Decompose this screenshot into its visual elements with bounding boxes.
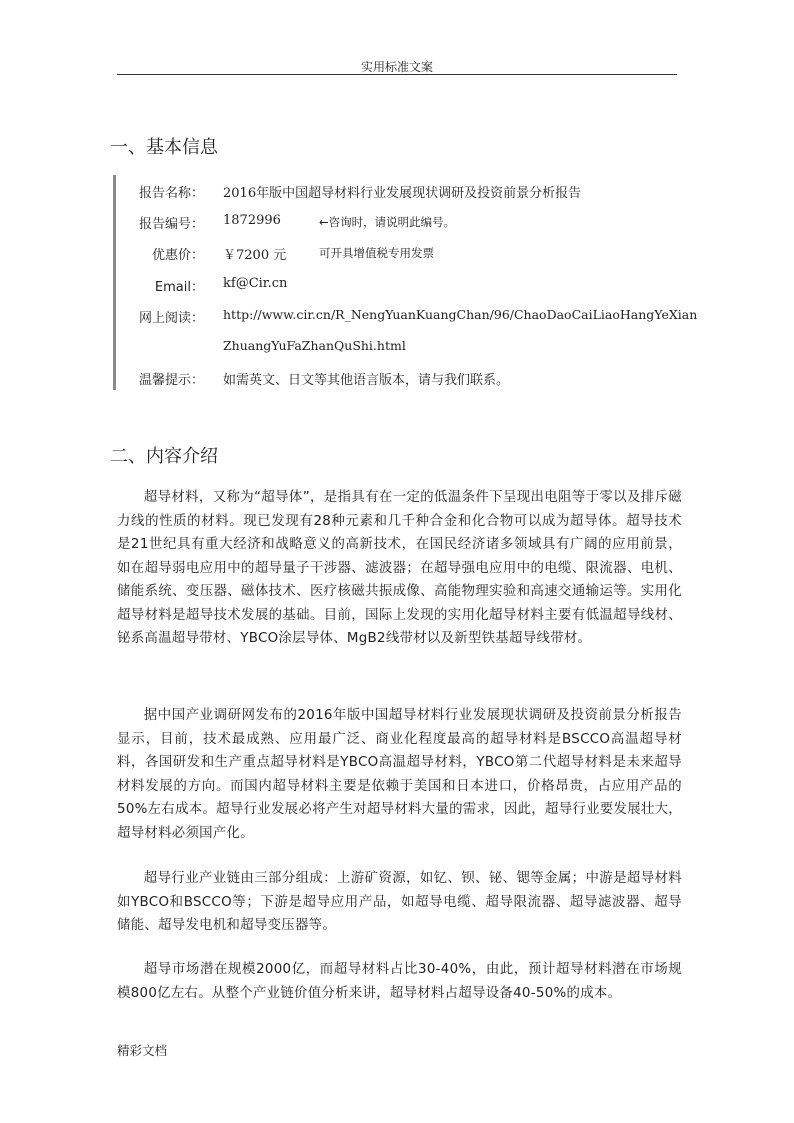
- paragraph-2: 据中国产业调研网发布的2016年版中国超导材料行业发展现状调研及投资前景分析报告显示，目前，技术最成熟、应用最广泛、商业化程度最高的超导材料是BSCCO高温超导材料，各国研发和生产重点超导材料是YBCO高温超导材料，YBCO第二代超导材料是未来超导材料发展的方向。而国内超导材料主要是依赖于美国和日本进口，价格昂贵，占应用产品的50%左右成本。超导行业发展必将产生对超导材料大量的需求，因此，超导行业要发展壮大，超导材料必须国产化。: [117, 708, 682, 841]
- report-number-label: 报告编号：: [138, 217, 204, 232]
- online-url-line2[interactable]: ZhuangYuFaZhanQuShi.html: [223, 338, 406, 353]
- email-label: Email：: [154, 280, 204, 295]
- paragraph-1: 超导材料，又称为“超导体”，是指具有在一定的低温条件下呈现出电阻等于零以及排斥磁力线的性质的材料。现已发现有28种元素和几千种合金和化合物可以成为超导体。超导技术是21世纪具有重大经济和战略意义的高新技术，在国民经济诸多领域具有广阔的应用前景，如在超导弱电应用中的超导量子干涉器、滤波器；在超导强电应用中的电缆、限流器、电机、储能系统、变压器、磁体技术、医疗核磁共振成像、高能物理实验和高速交通输运等。实用化超导材料是超导技术发展的基础。目前，国际上发现的实用化超导材料主要有低温超导线材、铋系高温超导带材、YBCO涂层导体、MgB2线带材以及新型铁基超导线带材。: [117, 490, 682, 646]
- price-label: 优惠价：: [151, 248, 204, 263]
- basic-info-block: [113, 175, 696, 390]
- email-value[interactable]: kf@Cir.cn: [223, 276, 288, 291]
- price-value: ￥7200 元: [223, 248, 287, 263]
- page-header: 实用标准文案: [360, 60, 433, 74]
- tip-label: 温馨提示：: [138, 373, 204, 388]
- section-title-basic-info: 一、基本信息: [110, 137, 218, 158]
- price-note: 可开具增值税专用发票: [319, 246, 434, 260]
- online-label: 网上阅读：: [138, 311, 204, 326]
- paragraph-3: 超导行业产业链由三部分组成：上游矿资源，如钇、钡、铋、锶等金属；中游是超导材料如YBCO和BSCCO等；下游是超导应用产品，如超导电缆、超导限流器、超导滤波器、超导储能、超导发电机和超导变压器等。: [117, 871, 682, 933]
- header-divider: [117, 74, 677, 75]
- report-number-value: 1872996: [223, 213, 281, 228]
- tip-value: 如需英文、日文等其他语言版本，请与我们联系。: [223, 373, 510, 388]
- online-url-line1[interactable]: http://www.cir.cn/R_NengYuanKuangChan/96/ChaoDaoCaiLiaoHangYeXian: [223, 307, 698, 322]
- section-title-content-intro: 二、内容介绍: [110, 446, 218, 467]
- report-name-label: 报告名称：: [138, 186, 204, 201]
- report-number-note: ←咨询时，请说明此编号。: [319, 215, 456, 229]
- report-name-value: 2016年版中国超导材料行业发展现状调研及投资前景分析报告: [223, 186, 582, 201]
- page-footer: 精彩文档: [117, 1043, 168, 1058]
- paragraph-4: 超导市场潜在规模2000亿，而超导材料占比30-40%，由此，预计超导材料潜在市场规模800亿左右。从整个产业链价值分析来讲，超导材料占超导设备40-50%的成本。: [117, 962, 682, 1001]
